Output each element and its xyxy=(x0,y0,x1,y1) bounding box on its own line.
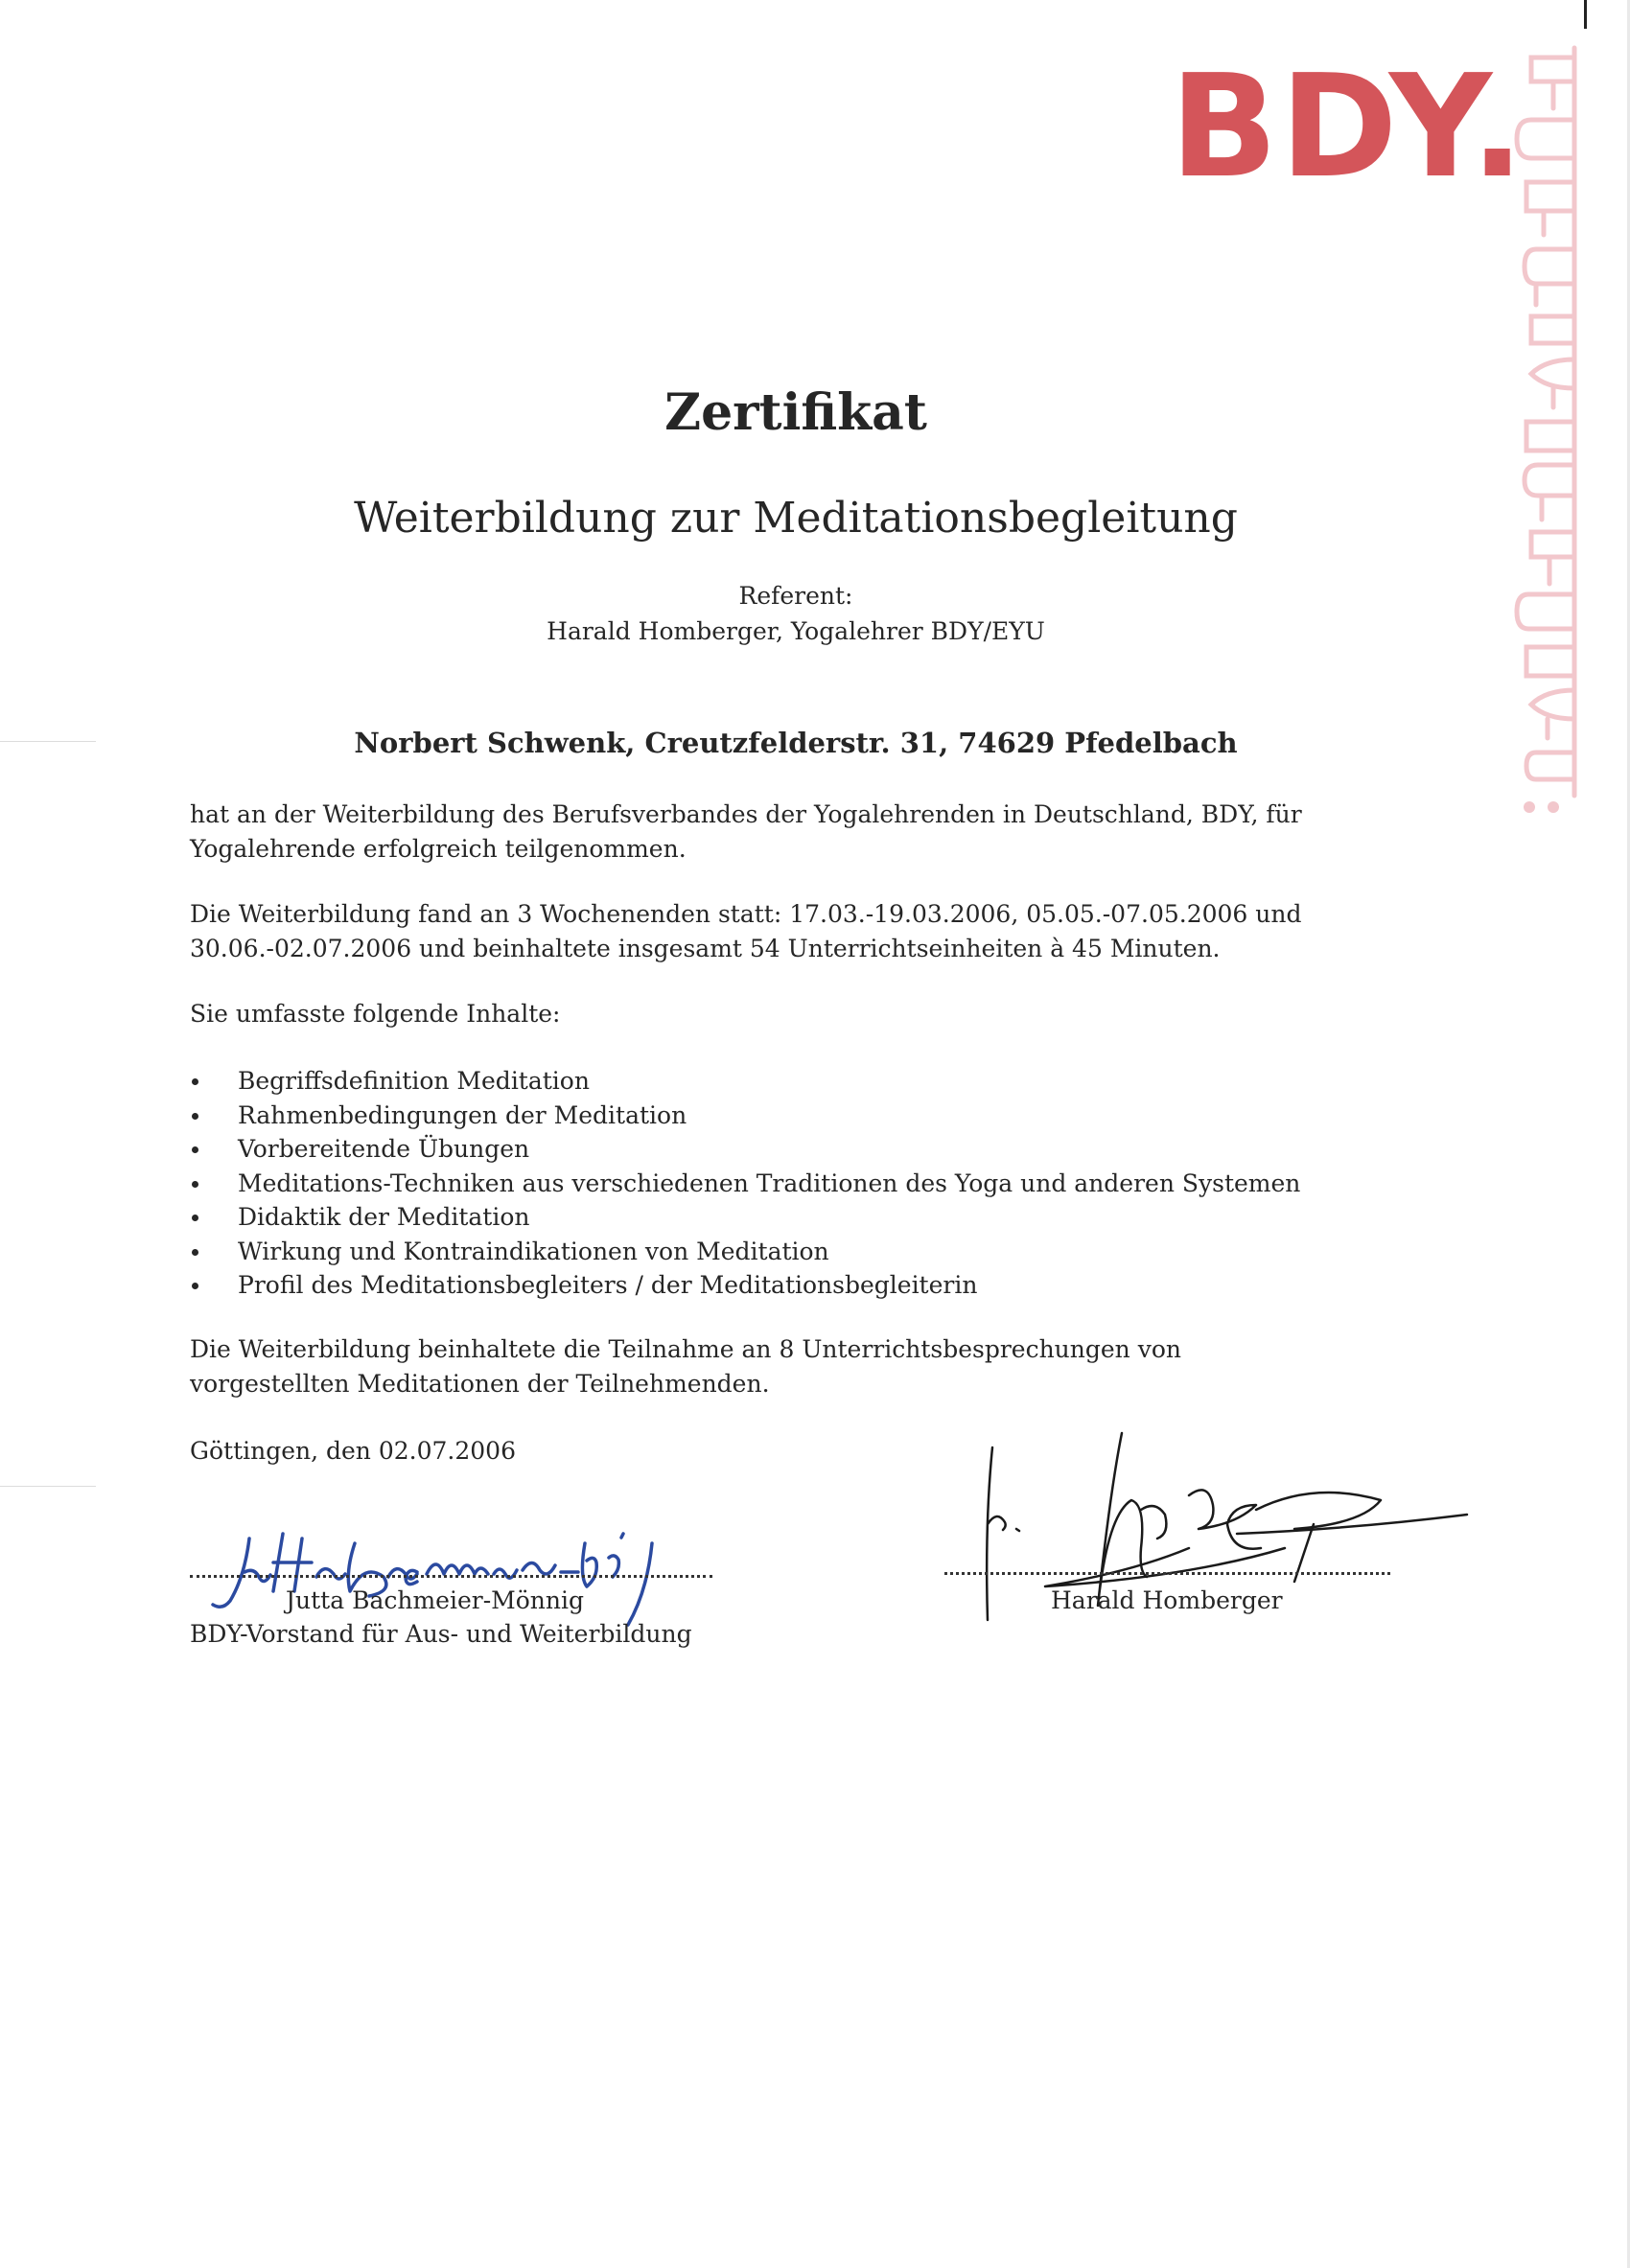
list-item: Rahmenbedingungen der Meditation xyxy=(190,1099,1300,1133)
list-item: Profil des Meditationsbegleiters / der Meditationsbegleiterin xyxy=(190,1268,1300,1303)
referent-label: Referent: xyxy=(738,582,853,610)
schedule-statement: Die Weiterbildung fand an 3 Wochenenden statt: 17.03.-19.03.2006, 05.05.-07.05.2006 und 30.06.-02.07.2006 und beinhaltete insgesamt 54 Unterrichtseinheiten à 45 Minuten. xyxy=(190,900,1302,962)
list-item: Wirkung und Kontraindikationen von Meditation xyxy=(190,1235,1300,1269)
bdy-logo: BDY. xyxy=(1170,44,1526,209)
list-item: Begriffsdefinition Meditation xyxy=(190,1064,1300,1099)
contents-intro: Sie umfasste folgende Inhalte: xyxy=(190,1000,561,1028)
signatory-name-right: Harald Homberger xyxy=(1051,1586,1283,1614)
list-item: Vorbereitende Übungen xyxy=(190,1132,1300,1167)
participation-statement: hat an der Weiterbildung des Berufsverbandes der Yogalehrenden in Deutschland, BDY, für Yogalehrende erfolgreich teilgenommen. xyxy=(190,800,1302,863)
review-statement: Die Weiterbildung beinhaltete die Teilnahme an 8 Unterrichtsbesprechungen von vorgestellten Meditationen der Teilnehmenden. xyxy=(190,1335,1182,1398)
signature-line-right xyxy=(944,1572,1390,1575)
certificate-subtitle: Weiterbildung zur Meditationsbegleitung xyxy=(354,494,1238,543)
place-and-date: Göttingen, den 02.07.2006 xyxy=(190,1437,516,1465)
list-item: Meditations-Techniken aus verschiedenen Traditionen des Yoga und anderen Systemen xyxy=(190,1167,1300,1201)
scan-fold-mark xyxy=(0,1486,96,1487)
participant-name-address: Norbert Schwenk, Creutzfelderstr. 31, 74629 Pfedelbach xyxy=(354,727,1238,759)
signature-line-left xyxy=(190,1575,712,1578)
signatory-name-left: Jutta Bachmeier-Mönnig xyxy=(286,1586,584,1614)
scan-edge-mark xyxy=(1584,0,1587,29)
referent-name: Harald Homberger, Yogalehrer BDY/EYU xyxy=(547,617,1045,645)
certificate-title: Zertifikat xyxy=(664,383,927,442)
list-item: Didaktik der Meditation xyxy=(190,1200,1300,1235)
contents-list xyxy=(190,1064,1300,1303)
signatory-role-left: BDY-Vorstand für Aus- und Weiterbildung xyxy=(190,1620,692,1648)
